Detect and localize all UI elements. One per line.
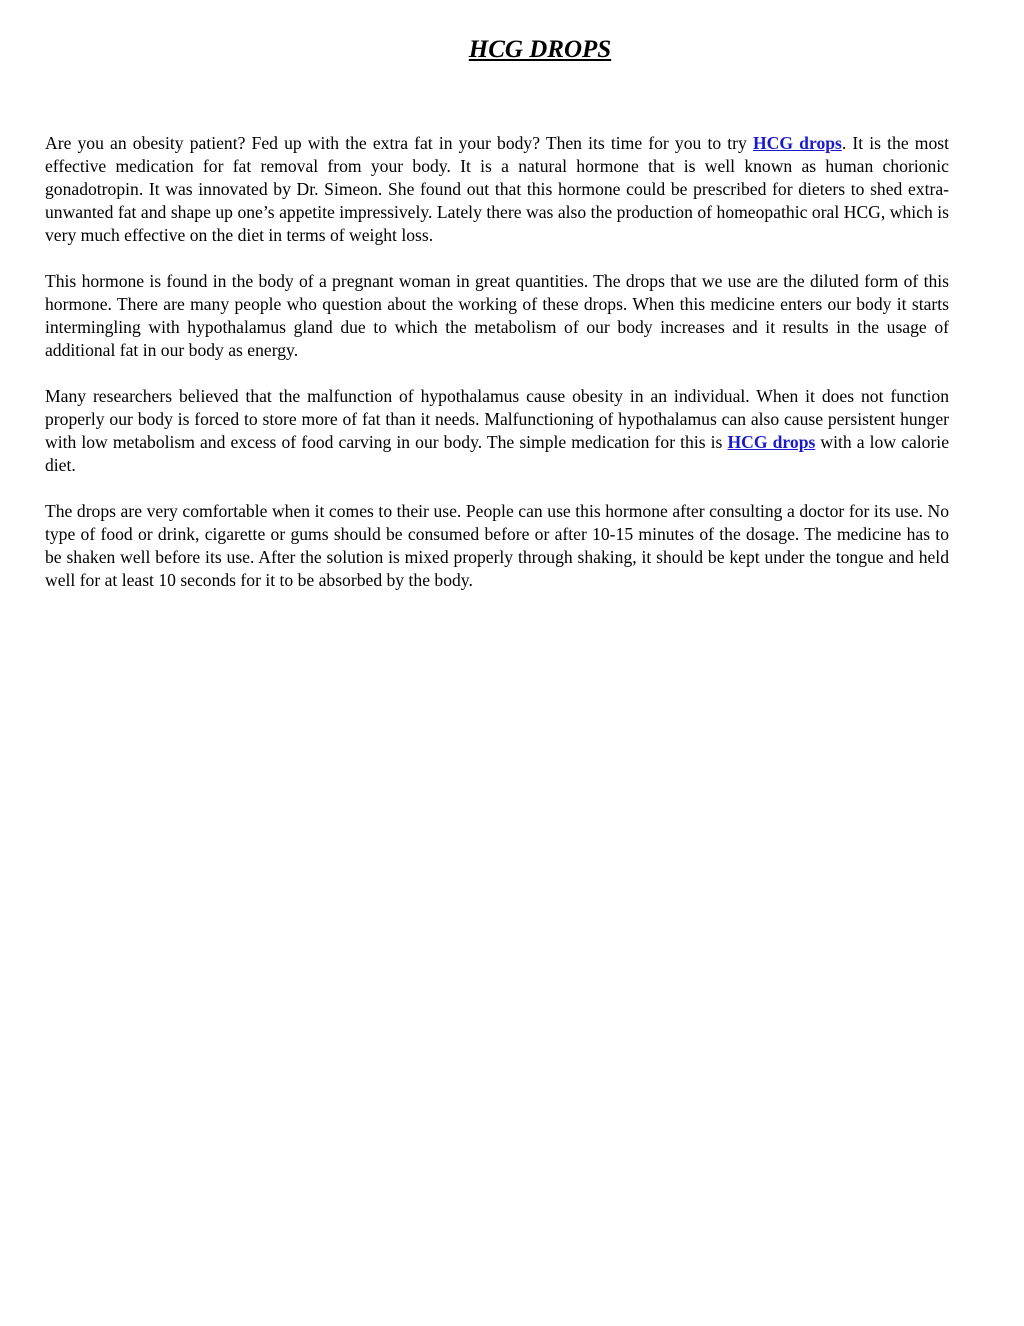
document-page bbox=[45, 0, 949, 592]
paragraph-research-text-before: Many researchers believed that the malfunction of hypothalamus cause obesity in an individual. When it does not function properly our body is forced to store more of fat than it needs. Malfunctioning of hypothalamus can also cause persistent hunger with low metabolism and excess of food carving in our body. The simple medication for this is bbox=[45, 386, 949, 452]
hcg-drops-link[interactable]: HCG drops bbox=[752, 133, 842, 153]
paragraph-usage: The drops are very comfortable when it comes to their use. People can use this hormone after consulting a doctor for its use. No type of food or drink, cigarette or gums should be consumed before or after 10-15 minutes of the dosage. The medicine has to be shaken well before its use. After the solution is mixed properly through shaking, it should be kept under the tongue and held well for at least 10 seconds for it to be absorbed by the body. bbox=[45, 501, 949, 590]
paragraph-intro-text-before: Are you an obesity patient? Fed up with the extra fat in your body? Then its time for you to try bbox=[45, 133, 753, 153]
paragraph-research-text-after: with a low calorie diet. bbox=[45, 432, 949, 475]
document-title: HCG DROPS bbox=[468, 36, 612, 63]
paragraph-intro-text-after: . It is the most effective medication for fat removal from your body. It is a natural hormone that is well known as human chorionic gonadotropin. It was innovated by Dr. Simeon. She found out that this hormone could be prescribed for dieters to shed extra-unwanted fat and shape up one’s appetite impressively. Lately there was also the production of homeopathic oral HCG, which is very much effective on the diet in terms of weight loss. bbox=[45, 133, 949, 245]
paragraph-intro bbox=[45, 132, 949, 247]
paragraph-research bbox=[45, 385, 949, 477]
paragraph-hormone: This hormone is found in the body of a pregnant woman in great quantities. The drops that we use are the diluted form of this hormone. There are many people who question about the working of these drops. When this medicine enters our body it starts intermingling with hypothalamus gland due to which the metabolism of our body increases and it results in the usage of additional fat in our body as energy. bbox=[45, 271, 949, 360]
hcg-drops-link[interactable]: HCG drops bbox=[727, 432, 816, 452]
